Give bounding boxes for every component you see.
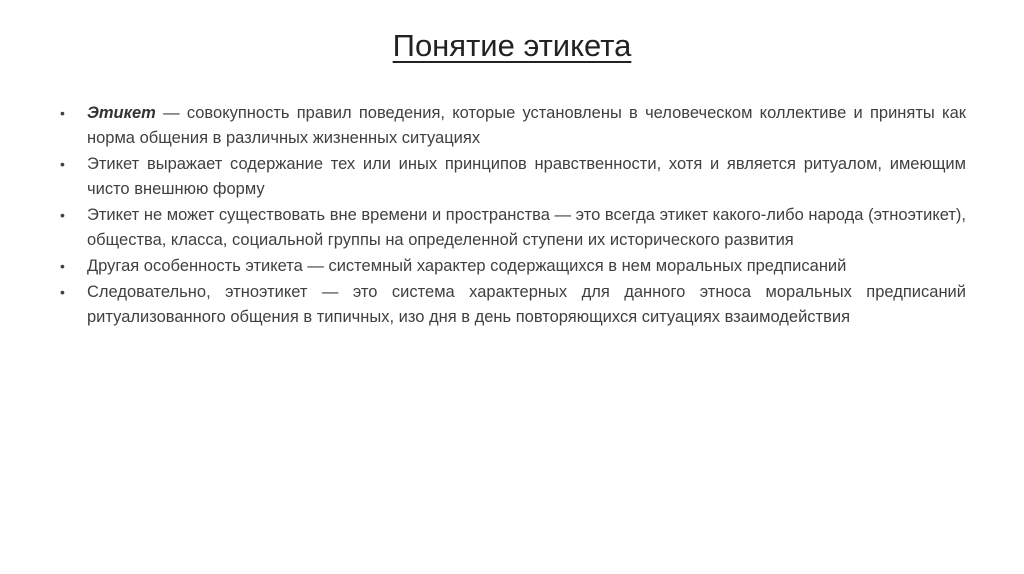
bullet-dot-icon: • (60, 156, 65, 172)
bullet-dot-icon: • (60, 207, 65, 223)
bullet-text: Этикет выражает содержание тех или иных принципов нравственности, хотя и является ритуалом, имеющим чисто внешнюю форму (87, 155, 966, 198)
bullet-item (60, 280, 966, 330)
bullet-text: Этикет не может существовать вне времени и пространства — это всегда этикет какого-либо народа (этноэтикет), общества, класса, социальной группы на определенной ступени их исторического развития (87, 206, 966, 249)
slide-title-text: Понятие этикета (392, 28, 632, 63)
bullet-dot-icon: • (60, 284, 65, 300)
bullet-text: — совокупность правил поведения, которые установлены в человеческом коллективе и приняты как норма общения в различных жизненных ситуациях (87, 104, 966, 147)
bullet-item (60, 152, 966, 202)
bullet-dot-icon: • (60, 105, 65, 121)
bullet-item (60, 101, 966, 151)
definition-term: Этикет (87, 104, 156, 122)
bullet-item (60, 254, 966, 279)
bullet-text: Следовательно, этноэтикет — это система характерных для данного этноса моральных предписаний ритуализованного общения в типичных, изо дня в день повторяющихся ситуациях взаимодействия (87, 283, 966, 326)
bullet-dot-icon: • (60, 258, 65, 274)
bullet-list (60, 101, 966, 331)
slide-title (0, 24, 1024, 68)
bullet-item (60, 203, 966, 253)
bullet-text: Другая особенность этикета — системный характер содержащихся в нем моральных предписаний (87, 257, 847, 275)
